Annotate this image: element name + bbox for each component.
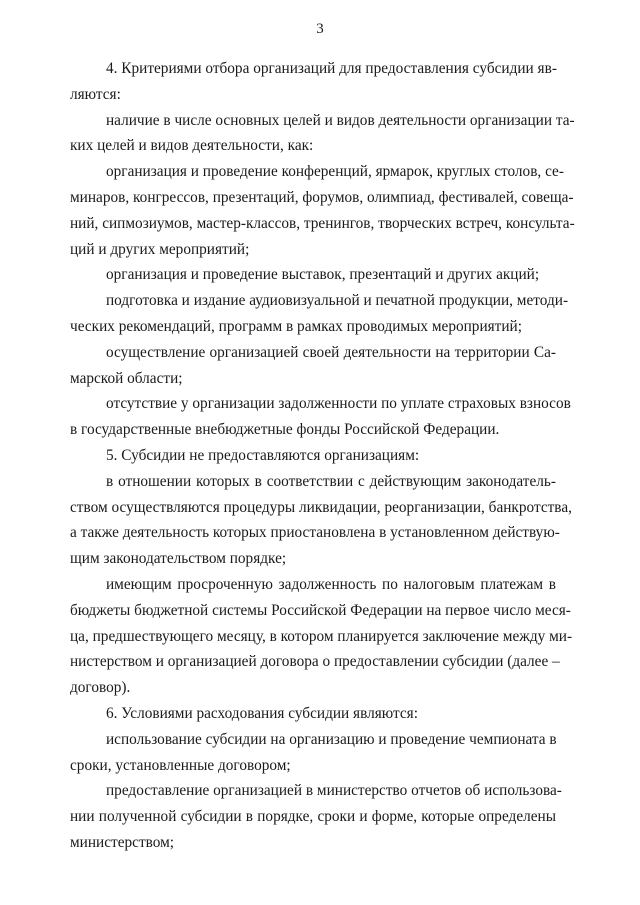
text-line: щим законодательством порядке;	[70, 550, 287, 568]
text-line: минаров, конгрессов, презентаций, форумов, олимпиад, фестивалей, совеща-	[70, 188, 574, 206]
text-line: а также деятельность которых приостановлена в установленном действую-	[70, 524, 560, 542]
text-line: бюджеты бюджетной системы Российской Федерации на первое число меся-	[70, 601, 571, 619]
text-line: в отношении которых в соответствии с действующим законодатель-	[106, 472, 556, 490]
text-line: сроки, установленные договором;	[70, 756, 291, 774]
paragraph	[70, 108, 575, 160]
text-line: ческих рекомендаций, программ в рамках проводимых мероприятий;	[70, 317, 522, 335]
paragraph	[70, 469, 572, 572]
paragraph	[70, 572, 573, 701]
paragraph	[70, 56, 556, 108]
paragraph	[70, 727, 556, 779]
text-line: ца, предшествующего месяцу, в котором планируется заключение между ми-	[70, 627, 573, 645]
text-line: предоставление организацией в министерство отчетов об использова-	[106, 782, 562, 800]
text-line: организация и проведение конференций, ярмарок, круглых столов, се-	[106, 163, 564, 181]
paragraph	[70, 288, 569, 340]
text-line: нистерством и организацией договора о предоставлении субсидии (далее –	[70, 653, 560, 671]
text-line: марской области;	[70, 369, 183, 387]
paragraph	[70, 701, 556, 727]
paragraph	[70, 443, 556, 469]
text-line: ляются:	[70, 85, 121, 103]
text-line: наличие в числе основных целей и видов деятельности организации та-	[106, 111, 575, 129]
text-line: 4. Критериями отбора организаций для предоставления субсидии яв-	[106, 60, 557, 77]
text-line: отсутствие у организации задолженности по уплате страховых взносов	[106, 395, 571, 413]
text-line: организация и проведение выставок, презентаций и других акций;	[106, 266, 540, 284]
text-line: имеющим просроченную задолженность по налоговым платежам в	[106, 575, 556, 593]
text-line: ством осуществляются процедуры ликвидации, реорганизации, банкротства,	[70, 498, 572, 516]
text-line: ких целей и видов деятельности, как:	[70, 137, 314, 155]
text-line: в государственные внебюджетные фонды Российской Федерации.	[70, 421, 500, 439]
paragraph	[70, 262, 556, 288]
paragraph	[70, 778, 562, 855]
document-body	[70, 56, 575, 856]
paragraph	[70, 391, 571, 443]
text-line: министерством;	[70, 833, 175, 851]
text-line: договор).	[70, 679, 131, 697]
text-line: ций и других мероприятий;	[70, 240, 250, 258]
paragraph	[70, 159, 575, 262]
text-line: подготовка и издание аудиовизуальной и печатной продукции, методи-	[106, 292, 569, 310]
text-line: нии полученной субсидии в порядке, сроки и форме, которые определены	[70, 808, 556, 826]
text-line: 6. Условиями расходования субсидии являются:	[106, 704, 418, 722]
text-line: ний, сипмозиумов, мастер-классов, тренингов, творческих встреч, консульта-	[70, 214, 575, 232]
page-number: 3	[316, 21, 324, 37]
text-line: осуществление организацией своей деятельности на территории Са-	[106, 343, 556, 361]
text-line: 5. Субсидии не предоставляются организациям:	[106, 446, 420, 464]
paragraph	[70, 340, 556, 392]
text-line: использование субсидии на организацию и проведение чемпионата в	[106, 730, 557, 748]
